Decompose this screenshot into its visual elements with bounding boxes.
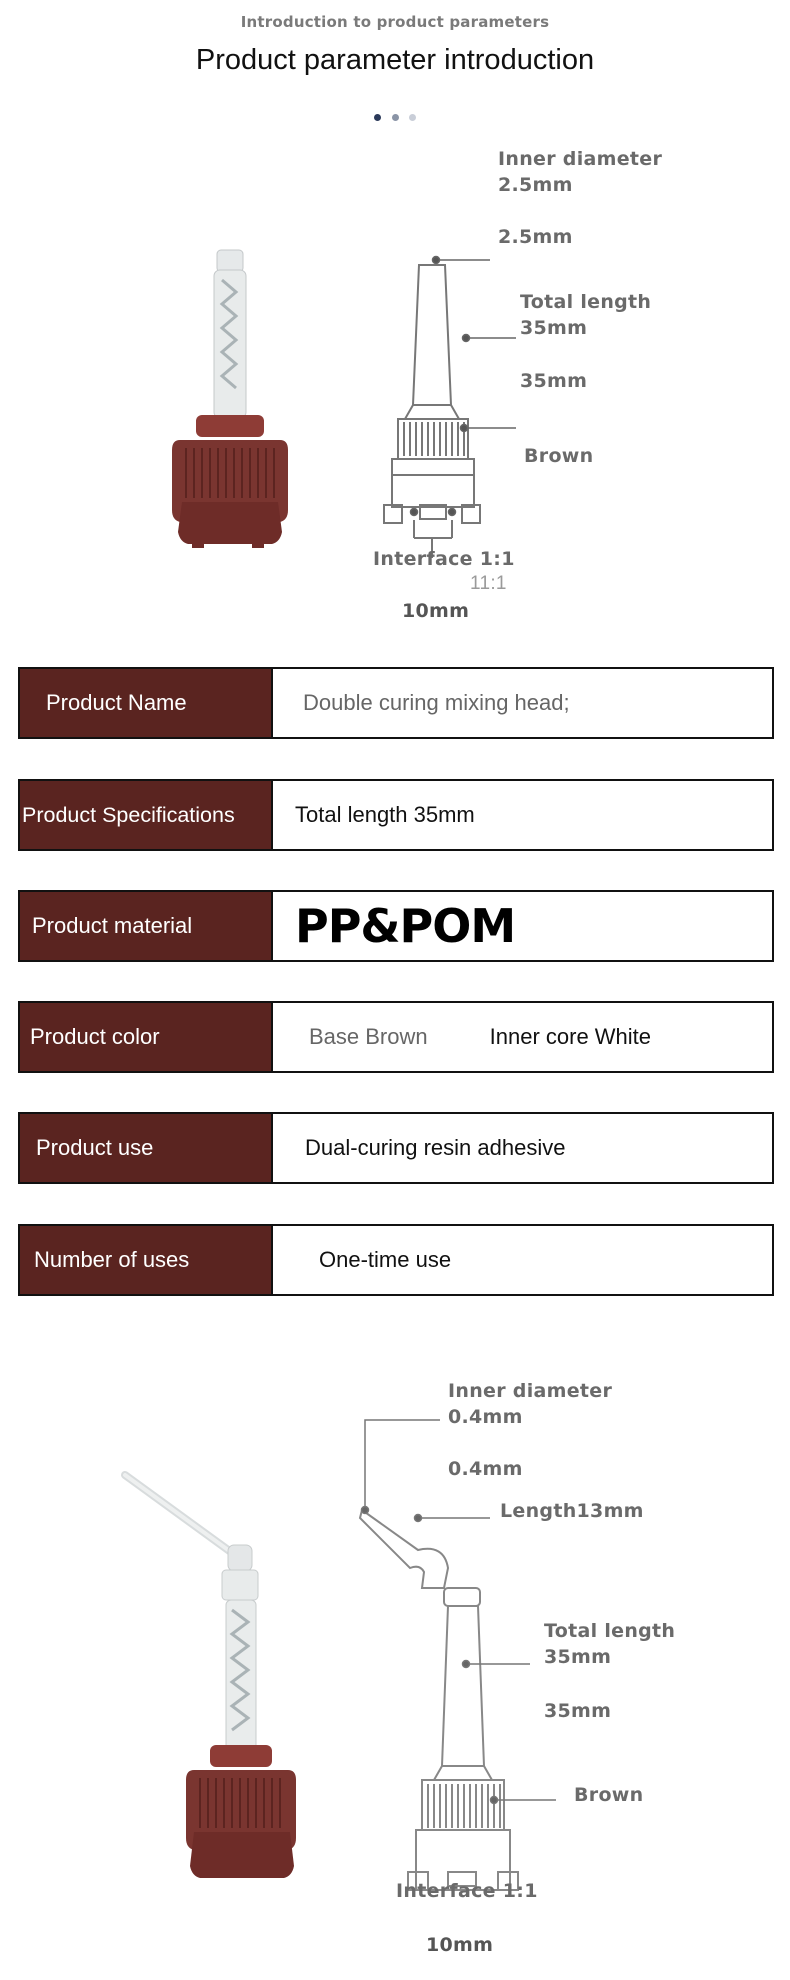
param-row-material bbox=[18, 890, 774, 962]
total-length-label: Total length bbox=[544, 1620, 676, 1642]
param-label: Product Specifications bbox=[20, 781, 273, 849]
bent-mixing-tip-photo bbox=[125, 1475, 296, 1878]
param-label: Product use bbox=[20, 1114, 273, 1182]
mixing-tip-photo bbox=[172, 250, 288, 548]
param-row-use bbox=[18, 1112, 774, 1184]
interface-label: Interface 1:1 bbox=[373, 548, 515, 570]
inner-diameter-value: 0.4mm bbox=[448, 1406, 523, 1428]
param-row-name bbox=[18, 667, 774, 739]
carousel-dot-2[interactable] bbox=[392, 114, 399, 121]
product-diagram-1-graphic bbox=[0, 130, 790, 650]
param-value: Total length 35mm bbox=[295, 802, 475, 827]
param-row-uses bbox=[18, 1224, 774, 1296]
param-value: One-time use bbox=[319, 1247, 452, 1272]
inner-diameter-label: Inner diameter bbox=[448, 1380, 613, 1402]
total-length-value-repeat: 35mm bbox=[544, 1700, 612, 1722]
tip-length-label: Length13mm bbox=[500, 1500, 644, 1522]
interface-label: Interface 1:1 bbox=[396, 1880, 538, 1902]
color-label: Brown bbox=[574, 1784, 644, 1806]
total-length-value-repeat: 35mm bbox=[520, 370, 588, 392]
param-value-core-color: Inner core White bbox=[489, 1024, 652, 1049]
inner-diameter-label: Inner diameter bbox=[498, 148, 663, 170]
product-diagram-2 bbox=[0, 1360, 790, 1980]
total-length-value: 35mm bbox=[520, 317, 588, 339]
param-label: Product Name bbox=[20, 669, 273, 737]
interface-width: 10mm bbox=[402, 600, 470, 622]
interface-ratio: 11:1 bbox=[470, 573, 507, 594]
param-value bbox=[273, 1003, 772, 1071]
inner-diameter-value-repeat: 2.5mm bbox=[498, 226, 573, 248]
param-value: Double curing mixing head; bbox=[303, 690, 570, 715]
carousel-dot-3[interactable] bbox=[409, 114, 416, 121]
section-subtitle: Introduction to product parameters bbox=[240, 13, 550, 31]
param-value-base-color: Base Brown bbox=[309, 1024, 428, 1049]
mixing-tip-drawing bbox=[384, 265, 480, 558]
param-label: Product color bbox=[20, 1003, 273, 1071]
product-diagram-1 bbox=[0, 130, 790, 650]
carousel-dot-1[interactable] bbox=[374, 114, 381, 121]
param-row-specifications bbox=[18, 779, 774, 851]
total-length-label: Total length bbox=[520, 291, 652, 313]
inner-diameter-value-repeat: 0.4mm bbox=[448, 1458, 523, 1480]
param-row-color bbox=[18, 1001, 774, 1073]
product-diagram-2-graphic bbox=[0, 1360, 790, 1980]
total-length-value: 35mm bbox=[544, 1646, 612, 1668]
page-title: Product parameter introduction bbox=[195, 44, 595, 76]
param-value: Dual-curing resin adhesive bbox=[305, 1135, 566, 1160]
interface-width: 10mm bbox=[426, 1934, 494, 1956]
inner-diameter-value: 2.5mm bbox=[498, 174, 573, 196]
param-value: PP&POM bbox=[295, 899, 516, 953]
color-label: Brown bbox=[524, 445, 594, 467]
param-label: Number of uses bbox=[20, 1226, 273, 1294]
carousel-dots bbox=[0, 108, 790, 126]
param-label: Product material bbox=[20, 892, 273, 960]
bent-mixing-tip-drawing bbox=[360, 1510, 518, 1890]
